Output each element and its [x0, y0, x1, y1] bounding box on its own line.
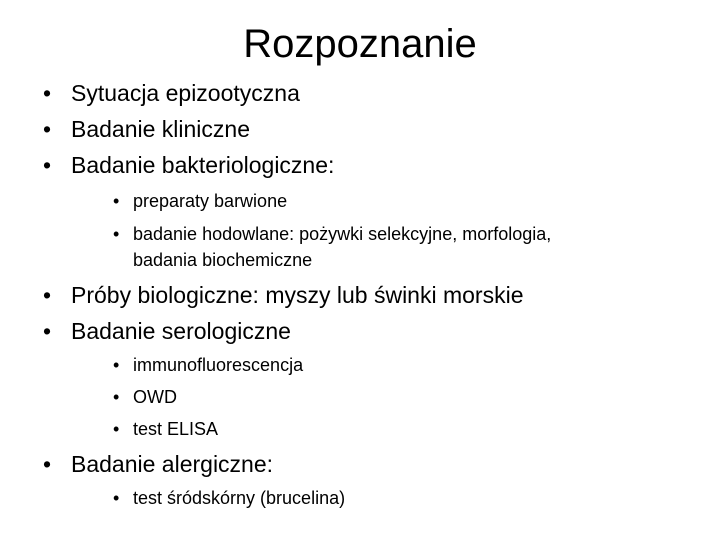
- bullet-item: [43, 317, 291, 345]
- bullet-text: test śródskórny (brucelina): [133, 488, 346, 508]
- bullet-dot: •: [43, 318, 52, 344]
- bullet-text: OWD: [133, 387, 177, 407]
- bullet-text: Badanie serologiczne: [71, 318, 291, 344]
- sub-bullet-item: [113, 386, 177, 408]
- bullet-text: Badanie kliniczne: [71, 116, 251, 142]
- bullet-item: [43, 115, 251, 143]
- bullet-text: test ELISA: [133, 419, 219, 439]
- sub-bullet-item: [113, 418, 219, 440]
- slide-title: Rozpoznanie: [243, 22, 477, 66]
- bullet-text: Badanie bakteriologiczne:: [71, 152, 335, 178]
- sub-bullet-item: [113, 190, 288, 212]
- bullet-text: Badanie alergiczne:: [71, 451, 274, 477]
- bullet-dot: •: [43, 80, 52, 106]
- bullet-text: immunofluorescencja: [133, 355, 304, 375]
- bullet-item: [43, 450, 274, 478]
- bullet-text: Sytuacja epizootyczna: [71, 80, 300, 106]
- sub-bullet-item: [113, 354, 304, 376]
- bullet-dot: •: [113, 224, 120, 244]
- bullet-item: [43, 79, 300, 107]
- bullet-item: [43, 151, 335, 179]
- bullet-text: badanie hodowlane: pożywki selekcyjne, morfologia,: [133, 224, 552, 244]
- bullet-dot: •: [43, 152, 52, 178]
- bullet-text: badania biochemiczne: [133, 250, 313, 270]
- bullet-text: Próby biologiczne: myszy lub świnki morskie: [71, 282, 524, 308]
- bullet-text: preparaty barwione: [133, 191, 288, 211]
- bullet-dot: •: [43, 282, 52, 308]
- sub-bullet-item: [113, 487, 346, 509]
- bullet-dot: •: [43, 116, 52, 142]
- bullet-dot: •: [113, 355, 120, 375]
- sub-bullet-continuation: [133, 249, 312, 271]
- bullet-dot: •: [113, 488, 120, 508]
- bullet-dot: •: [113, 191, 120, 211]
- bullet-item: [43, 281, 524, 309]
- bullet-dot: •: [113, 419, 120, 439]
- sub-bullet-item: [113, 223, 552, 245]
- bullet-dot: •: [43, 451, 52, 477]
- bullet-dot: •: [113, 387, 120, 407]
